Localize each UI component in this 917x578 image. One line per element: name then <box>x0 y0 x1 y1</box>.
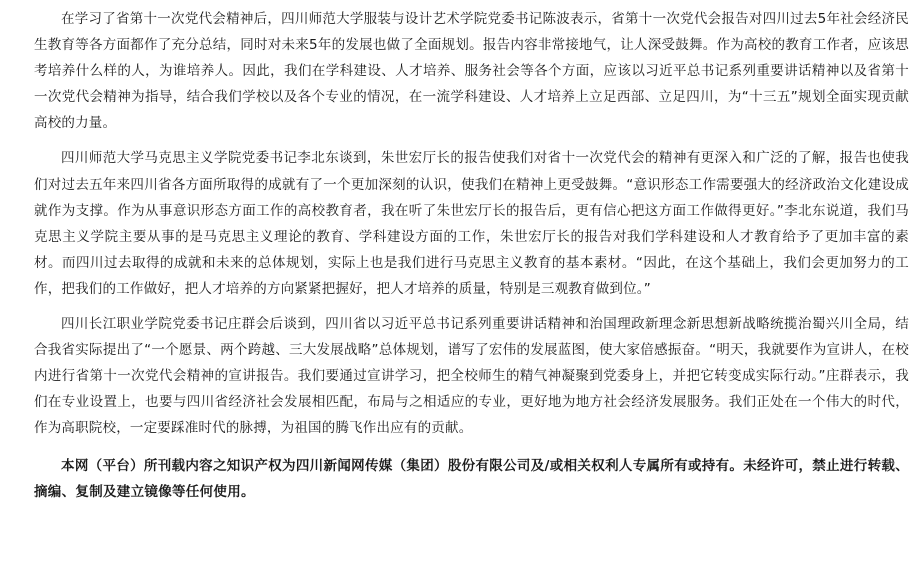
copyright-notice: 本网（平台）所刊载内容之知识产权为四川新闻网传媒（集团）股份有限公司及/或相关权利人专属所有或持有。未经许可，禁止进行转载、摘编、复制及建立镜像等任何使用。 <box>34 457 909 500</box>
article-paragraph-2: 四川师范大学马克思主义学院党委书记李北东谈到，朱世宏厅长的报告使我们对省十一次党代会的精神有更深入和广泛的了解，报告也使我们对过去五年来四川省各方面所取得的成就有了一个更加深刻的认识，使我们在精神上更受鼓舞。“意识形态工作需要强大的经济政治文化建设成就作为支撑。作为从事意识形态方面工作的高校教育者，我在听了朱世宏厅长的报告后，更有信心把这方面工作做得更好。”李北东说道，我们马克思主义学院主要从事的是马克思主义理论的教育、学科建设方面的工作，朱世宏厅长的报告对我们学科建设和人才教育给予了更加丰富的素材。而四川过去取得的成就和未来的总体规划，实际上也是我们进行马克思主义教育的基本素材。“因此，在这个基础上，我们会更加努力的工作，把我们的工作做好，把人才培养的方向紧紧把握好，把人才培养的质量，特别是三观教育做到位。” <box>34 150 909 297</box>
article-paragraph-3: 四川长江职业学院党委书记庄群会后谈到，四川省以习近平总书记系列重要讲话精神和治国理政新理念新思想新战略统揽治蜀兴川全局，结合我省实际提出了“一个愿景、两个跨越、三大发展战略”总体规划，谱写了宏伟的发展蓝图，使大家倍感振奋。“明天，我就要作为宣讲人，在校内进行省第十一次党代会精神的宣讲报告。我们要通过宣讲学习，把全校师生的精气神凝聚到党委身上，并把它转变成实际行动。”庄群表示，我们在专业设置上，也要与四川省经济社会发展相匹配，布局与之相适应的专业，更好地为地方社会经济发展服务。我们正处在一个伟大的时代，作为高职院校，一定要踩准时代的脉搏，为祖国的腾飞作出应有的贡献。 <box>34 316 909 437</box>
article-paragraph-1: 在学习了省第十一次党代会精神后，四川师范大学服装与设计艺术学院党委书记陈波表示，省第十一次党代会报告对四川过去5年社会经济民生教育等各方面都作了充分总结，同时对未来5年的发展也做了全面规划。报告内容非常接地气，让人深受鼓舞。作为高校的教育工作者，应该思考培养什么样的人，为谁培养人。因此，我们在学科建设、人才培养、服务社会等各个方面，应该以习近平总书记系列重要讲话精神以及省第十一次党代会精神为指导，结合我们学校以及各个专业的情况，在一流学科建设、人才培养上立足西部、立足四川，为“十三五”规划全面实现贡献高校的力量。 <box>34 11 909 132</box>
